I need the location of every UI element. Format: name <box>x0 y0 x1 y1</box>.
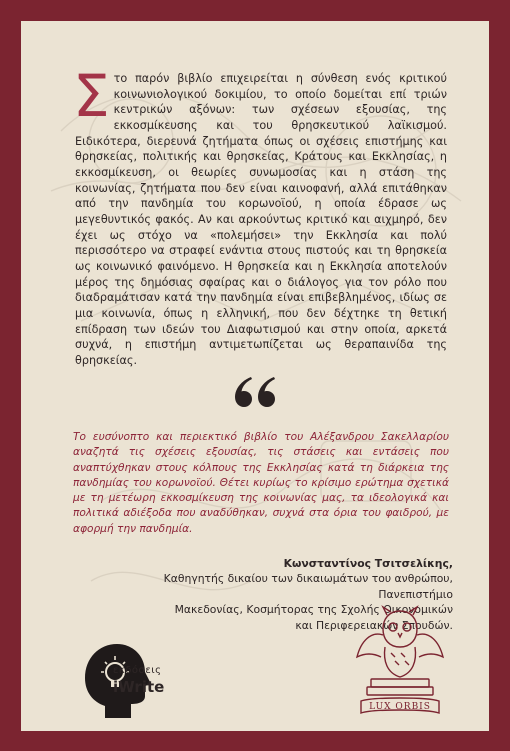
publisher-label: εκδόσεις <box>113 665 162 676</box>
seal-text: LUX ORBIS <box>369 702 431 712</box>
drop-cap: Σ <box>73 62 110 130</box>
quote-icon <box>233 373 277 409</box>
publisher-name: iWrite <box>113 678 165 696</box>
author-name: Κωνσταντίνος Τσιτσελίκης, <box>283 557 453 570</box>
endorsement-quote: Το ευσύνοπτο και περιεκτικό βιβλίο του Αλέξανδρου Σακελλαρίου αναζητά τις σχέσεις εξουσίας, τις στάσεις και εντάσεις που αναπτύχθηκαν στους κόλπους της Εκκλησίας κατά τη διάρκεια της πανδημίας του κορωνοϊού. Θέτει κυρίως το κρίσιμο ερώτημα σχετικά με τη μετέωρη εκκοσμίκευση της κοινωνίας μας, τα ιδεολογικά και πολιτικά αδιέξοδα που αναδύθηκαν, συχνά στα όρια του φαιδρού, με αφορμή την πανδημία. <box>73 431 449 535</box>
cream-panel <box>21 21 489 731</box>
author-role-line-3: και Περιφερειακών Σπουδών. <box>295 618 453 632</box>
description-paragraph: το παρόν βιβλίο επιχειρείται η σύνθεση ενός κριτικού κοινωνιολογικού δοκιμίου, το οποίο δομείται επί τριών κεντρικών αξόνων: των σχέσεων εξουσίας, της εκκοσμίκευσης και του θρησκευτικού λαϊκισμού. Ειδικότερα, διερευνά ζητήματα όπως οι σχέσεις επιστήμης και θρησκείας, πολιτικής και θρησκείας, Κράτους και Εκκλησίας, η εκκοσμίκευση, οι θεωρίες συνωμοσίας και η στάση της κοινωνίας, ζητήματα που δεν είναι καινοφανή, αλλά επιτάθηκαν από την πανδημία του κορωνοϊού, η οποία έδρασε ως μεγεθυντικός φακός. Αν και αρκούντως κριτικό και αιχμηρό, δεν έχει ως στόχο να «πολεμήσει» την Εκκλησία και πολύ περισσότερο να στραφεί ενάντια στους πιστούς και τη θρησκεία ως κοινωνικό φαινόμενο. Η θρησκεία και η Εκκλησία αποτελούν μέρος της δημόσιας σφαίρας και ο διάλογος για τον ρόλο που διαδραμάτισαν κατά την πανδημία είναι επιβεβλημένος, ιδίως σε μια κοινωνία, όπως η ελληνική, που δεν δέχτηκε τη θετική επίδραση των ιδεών του Διαφωτισμού και στην οποία, αρκετά συχνά, η επιστήμη αντιμετωπίζεται ως θεραπαινίδα της θρησκείας. <box>75 72 447 367</box>
author-role-line-1: Καθηγητής δικαίου των δικαιωμάτων του ανθρώπου, Πανεπιστήμιο <box>163 572 453 601</box>
author-role-line-2: Μακεδονίας, Κοσμήτορας της Σχολής Οικονομικών <box>174 603 453 617</box>
description-text <box>73 62 447 368</box>
owl-seal-icon <box>353 601 447 726</box>
